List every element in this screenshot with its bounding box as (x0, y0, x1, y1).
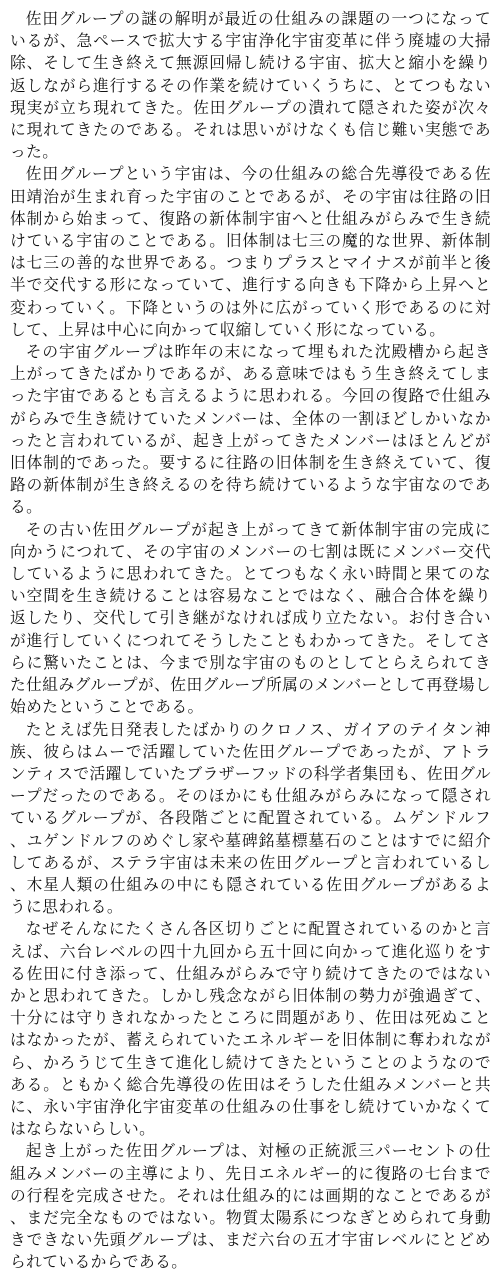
paragraph: その古い佐田グループが起き上がってきて新体制宇宙の完成に向かうにつれて、その宇宙のメンバーの七割は既にメンバー交代しているように思われてきた。とてつもなく永い時間と果てのない空間を生き続けることは容易なことではなく、融合合体を繰り返したり、交代して引き継がなければ成り立たない。お付き合いが進行していくにつれてそうしたこともわかってきた。そしてさらに驚いたことは、今まで別な宇宙のものとしてとらえられてきた仕組みグループが、佐田グループ所属のメンバーとして再登場し始めたということである。 (10, 519, 491, 717)
paragraph: 起き上がった佐田グループは、対極の正統派三パーセントの仕組みメンバーの主導により、先日エネルギー的に復路の七台までの行程を完成させた。それは仕組み的には画期的なことであるが、まだ完全なものではない。物質太陽系につなぎとめられて身動きできない先頭グループは、まだ六台の五才宇宙レベルにとどめられているからである。 (10, 1141, 491, 1272)
paragraph: なぜそんなにたくさん各区切りごとに配置されているのかと言えば、六台レベルの四十九回から五十回に向かって進化巡りをする佐田に付き添って、仕組みがらみで守り続けてきたのではないかと思われてきた。しかし残念ながら旧体制の勢力が強過ぎて、十分には守りきれなかったところに問題があり、佐田は死ぬことはなかったが、蓄えられていたエネルギーを旧体制に奪われながら、かろうじて生きて進化し続けてきたということのようなのである。ともかく総合先導役の佐田はそうした仕組みメンバーと共に、永い宇宙浄化宇宙変革の仕組みの仕事をし続けていかなくてはならないらしい。 (10, 919, 491, 1139)
paragraph: その宇宙グループは昨年の末になって埋もれた沈殿槽から起き上がってきたばかりであるが、ある意味ではもう生き終えてしまった宇宙であるとも言えるように思われる。今回の復路で仕組みがらみで生き続けていたメンバーは、全体の一割ほどしかいなかったと言われているが、起き上がってきたメンバーはほとんどが旧体制的であった。要するに往路の旧体制を生き終えていて、復路の新体制が生き終えるのを待ち続けているような宇宙なのである。 (10, 342, 491, 517)
paragraph: 佐田グループという宇宙は、今の仕組みの総合先導役である佐田靖治が生まれ育った宇宙のことであるが、その宇宙は往路の旧体制から始まって、復路の新体制宇宙へと仕組みがらみで生き続けている宇宙のことである。旧体制は七三の魔的な世界、新体制は七三の善的な世界である。つまりプラスとマイナスが前半と後半で交代する形になっていて、進行する向きも下降から上昇へと変わっていく。下降というのは外に広がっていく形であるのに対して、上昇は中心に向かって収縮していく形になっている。 (10, 164, 491, 339)
paragraph: たとえば先日発表したばかりのクロノス、ガイアのテイタン神族、彼らはムーで活躍していた佐田グループであったが、アトランティスで活躍していたブラザーフッドの科学者集団も、佐田グループだったのである。そのほかにも仕組みがらみになって隠されているグループが、各段階ごとに配置されている。ムゲンドルフ、ユゲンドルフのめぐし家や墓碑銘墓標墓石のことはすでに紹介してあるが、ステラ宇宙は未来の佐田グループと言われているし、木星人類の仕組みの中にも隠されている佐田グループがあるように思われる。 (10, 719, 491, 917)
paragraph: 佐田グループの謎の解明が最近の仕組みの課題の一つになっているが、急ペースで拡大する宇宙浄化宇宙変革に伴う廃墟の大掃除、そして生き終えて無源回帰し続ける宇宙、拡大と縮小を繰り返しながら進行するその作業を続けていくうちに、とてつもない現実が立ち現れてきた。佐田グループの潰れて隠された姿が次々に現れてきたのである。それは思いがけなくも信じ難い実態であった。 (10, 9, 491, 162)
